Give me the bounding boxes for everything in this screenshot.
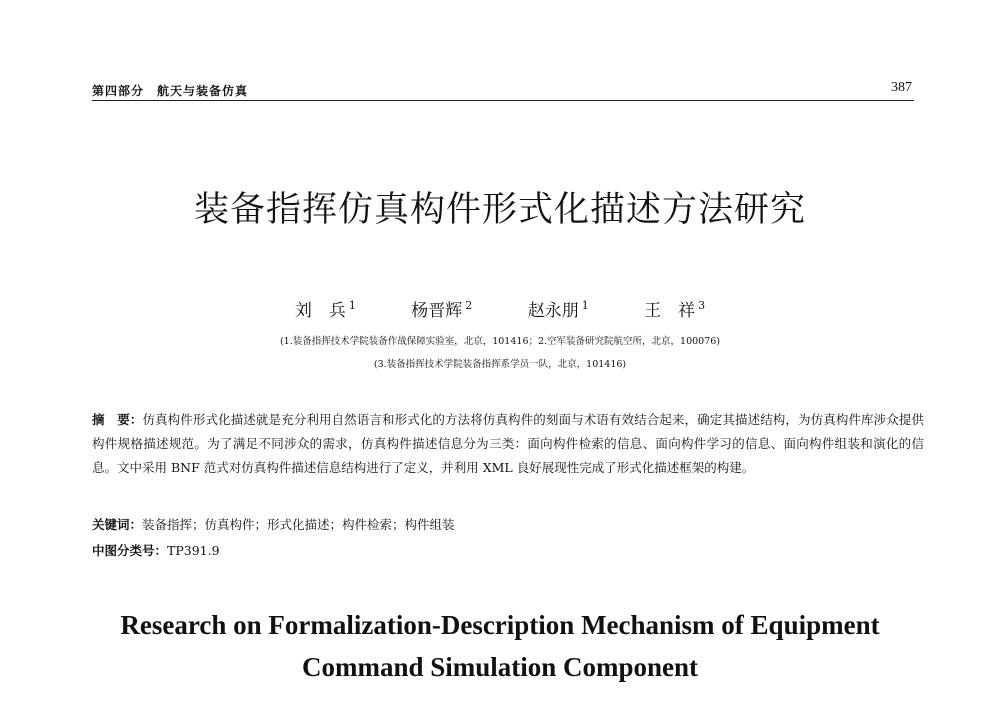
author-affil-mark: 1 xyxy=(348,299,356,313)
keywords-text: 装备指挥；仿真构件；形式化描述；构件检索；构件组装 xyxy=(142,517,455,532)
header-section-title: 第四部分 航天与装备仿真 xyxy=(92,84,249,98)
author-name: 王 祥 xyxy=(644,301,696,321)
keywords xyxy=(92,515,924,533)
abstract-label: 摘 要： xyxy=(92,412,143,427)
clc-text: TP391.9 xyxy=(167,543,220,558)
author-4 xyxy=(644,296,705,321)
affiliation-line-1: (1.装备指挥技术学院装备作战保障实验室，北京，101416；2.空军装备研究院航空所，北京，100076) xyxy=(279,336,721,347)
page-number: 387 xyxy=(891,80,912,95)
author-name: 刘 兵 xyxy=(294,301,346,321)
abstract xyxy=(92,408,924,480)
paper-title-english xyxy=(0,604,1000,688)
author-1 xyxy=(295,296,356,321)
author-3 xyxy=(528,296,589,321)
author-affil-mark: 2 xyxy=(465,299,473,313)
author-affil-mark: 3 xyxy=(698,299,706,313)
affiliation-line-2: (3.装备指挥技术学院装备指挥系学员一队，北京，101416) xyxy=(373,359,627,370)
keywords-label: 关键词： xyxy=(92,517,143,532)
author-affil-mark: 1 xyxy=(581,299,589,313)
clc-label: 中图分类号： xyxy=(92,543,168,558)
classification-number xyxy=(92,541,924,559)
abstract-text: 仿真构件形式化描述就是充分利用自然语言和形式化的方法将仿真构件的刻面与术语有效结合起来，确定其描述结构，为仿真构件库涉众提供构件规格描述规范。为了满足不同涉众的需求，仿真构件描述信息分为三类：面向构件检索的信息、面向构件学习的信息、面向构件组装和演化的信息。文中采用 BNF 范式对仿真构件描述信息结构进行了定义，并利用 XML 良好展现性完成了形式化描述框架的构建。 xyxy=(92,412,924,475)
author-name: 赵永朋 xyxy=(527,301,579,321)
title-en-line-2: Command Simulation Component xyxy=(301,652,699,682)
author-2 xyxy=(411,296,472,321)
paper-title-chinese: 装备指挥仿真构件形式化描述方法研究 xyxy=(193,190,806,230)
title-en-line-1: Research on Formalization-Description Mechanism of Equipment xyxy=(120,610,880,640)
author-name: 杨晋辉 xyxy=(411,301,463,321)
running-header xyxy=(92,80,914,101)
author-list xyxy=(0,296,1000,321)
